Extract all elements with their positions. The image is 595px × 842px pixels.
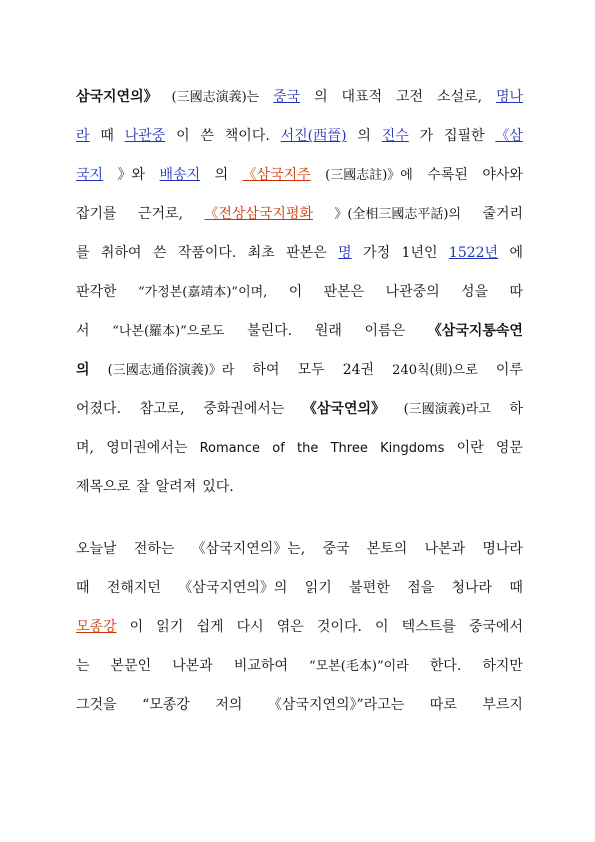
text-word: 읽기 <box>304 580 332 596</box>
paragraph-versions <box>76 530 523 725</box>
text-word: 의 <box>357 128 371 144</box>
text-word: “모본(毛本)”이라 <box>309 659 409 674</box>
text-word: 최초 <box>247 245 275 261</box>
text-word: 알려져 <box>155 479 197 495</box>
text-word: 쓴 <box>152 245 167 261</box>
text-word: the <box>297 441 319 456</box>
text-line <box>76 647 523 686</box>
text-word: 판본은 <box>323 284 365 300</box>
text-word: Kingdoms <box>380 441 445 456</box>
text-word: 24권 <box>342 362 375 378</box>
text-word: 수록된 <box>427 167 468 183</box>
hyperlink[interactable]: 모종강 <box>76 619 117 635</box>
text-word: 따로 <box>429 697 457 713</box>
hyperlink[interactable]: 배송지 <box>159 167 201 183</box>
text-word: 삼국지연의》 <box>76 89 158 105</box>
text-word: (三國志通俗演義)》라 <box>107 363 235 378</box>
text-word: 참고로, <box>139 401 185 417</box>
text-word: 본토의 <box>366 541 408 557</box>
text-word: 야사와 <box>482 167 523 183</box>
text-word: 어졌다. <box>76 401 122 417</box>
text-word: 때 <box>76 580 90 596</box>
hyperlink[interactable]: 중국 <box>273 89 301 105</box>
text-line <box>76 312 523 351</box>
text-word: Three <box>330 441 368 456</box>
text-word: 고전 <box>396 89 424 105</box>
text-word: 불린다. <box>247 323 293 339</box>
text-line <box>76 351 523 390</box>
text-word: 의 <box>214 167 229 183</box>
text-line <box>76 686 523 725</box>
text-word: 나본과 <box>172 658 213 674</box>
text-word: 때 <box>509 580 523 596</box>
text-word: 한다. <box>429 658 462 674</box>
text-word: 성을 <box>461 284 489 300</box>
text-word: 서 <box>76 323 90 339</box>
text-word: 모두 <box>297 362 325 378</box>
text-word: 있다. <box>202 479 234 495</box>
text-word: (三國演義)라고 <box>403 402 491 417</box>
text-word: 《삼국지통속연 <box>427 323 523 339</box>
text-word: 며, <box>76 440 94 456</box>
text-word: 판각한 <box>76 284 117 300</box>
hyperlink[interactable]: 《삼 <box>495 128 523 144</box>
text-word: 대표적 <box>341 89 383 105</box>
text-word: 부르지 <box>482 697 523 713</box>
text-word: (三國志演義)는 <box>171 90 260 105</box>
text-word: 명나라 <box>482 541 523 557</box>
text-line <box>76 234 523 273</box>
text-word: 소설로, <box>437 89 483 105</box>
text-word: 잡기를 <box>76 206 117 222</box>
hyperlink[interactable]: 명나 <box>495 89 523 105</box>
text-word: 하지만 <box>482 658 523 674</box>
text-word: 《삼국지연의》는, <box>191 541 306 557</box>
text-word: 의 <box>76 362 90 378</box>
hyperlink[interactable]: 《삼국지주 <box>242 167 311 183</box>
text-word: 이 <box>176 128 190 144</box>
hyperlink[interactable]: 1522년 <box>448 245 499 261</box>
text-word: 하여 <box>252 362 280 378</box>
text-word: 다시 <box>236 619 264 635</box>
text-word: 불편한 <box>349 580 390 596</box>
text-word: 》(全相三國志平話)의 <box>334 207 462 222</box>
text-word: 이 <box>129 619 144 635</box>
text-word: 영문 <box>495 440 523 456</box>
text-word: 전해지던 <box>106 580 161 596</box>
text-word: 전하는 <box>133 541 175 557</box>
text-word: 청나라 <box>451 580 493 596</box>
text-word: 오늘날 <box>76 541 117 557</box>
text-word: 것이다. <box>316 619 362 635</box>
text-word: 이루 <box>495 362 523 378</box>
hyperlink[interactable]: 명 <box>338 245 352 261</box>
text-word: 원래 <box>314 323 342 339</box>
text-word: 영미권에서는 <box>106 440 188 456</box>
text-word: 나관중의 <box>385 284 440 300</box>
text-word: 점을 <box>407 580 435 596</box>
text-word: 쉽게 <box>196 619 224 635</box>
text-word: 이름은 <box>364 323 406 339</box>
text-word: 》와 <box>117 167 146 183</box>
text-word: 저의 <box>215 697 243 713</box>
text-word: 하 <box>509 401 523 417</box>
text-word: 제목으로 <box>76 479 131 495</box>
text-line <box>76 117 523 156</box>
text-word: 책이다. <box>224 128 270 144</box>
text-word: 본문인 <box>110 658 152 674</box>
text-word: 《삼국연의》 <box>302 401 386 417</box>
text-word: 이 <box>375 619 389 635</box>
hyperlink[interactable]: 진수 <box>381 128 409 144</box>
text-word: “나본(羅本)”으로도 <box>112 324 225 339</box>
text-line <box>76 569 523 608</box>
text-word: 의 <box>314 89 328 105</box>
text-word: 중국에서 <box>468 619 523 635</box>
text-word: 작품이다. <box>177 245 237 261</box>
text-word: 이 <box>288 284 303 300</box>
text-word: “모종강 <box>142 697 190 713</box>
text-word: 줄거리 <box>482 206 523 222</box>
text-word: 를 <box>76 245 90 261</box>
hyperlink[interactable]: 국지 <box>76 167 104 183</box>
text-line <box>76 429 523 468</box>
text-word: 비교하여 <box>233 658 288 674</box>
text-word: 는 <box>76 658 90 674</box>
text-word: 중국 <box>322 541 350 557</box>
text-word: 240칙(則)으로 <box>392 363 478 378</box>
hyperlink[interactable]: 라 <box>76 128 90 144</box>
text-word: 취하여 <box>100 245 142 261</box>
text-word: of <box>272 441 285 456</box>
text-word: 《삼국지연의》”라고는 <box>267 697 405 713</box>
text-word: 텍스트를 <box>401 619 456 635</box>
text-word: 집필한 <box>443 128 485 144</box>
text-word: 1년인 <box>401 245 438 261</box>
text-word: 가 <box>419 128 434 144</box>
text-word: 《삼국지연의》의 <box>178 580 288 596</box>
text-line <box>76 273 523 312</box>
text-word: 이란 <box>456 440 484 456</box>
text-word: 잘 <box>136 479 150 495</box>
hyperlink[interactable]: 나관중 <box>124 128 166 144</box>
hyperlink[interactable]: 《전상삼국지평화 <box>204 206 313 222</box>
text-word: 에 <box>509 245 523 261</box>
text-line <box>76 390 523 429</box>
text-word: 중화권에서는 <box>203 401 285 417</box>
text-word: 판본은 <box>286 245 327 261</box>
text-line <box>76 468 523 507</box>
text-word: “가정본(嘉靖本)”이며, <box>137 285 268 300</box>
text-line <box>76 156 523 195</box>
hyperlink[interactable]: 서진(西晉) <box>280 128 347 144</box>
text-word: 그것을 <box>76 697 117 713</box>
text-word: 근거로, <box>137 206 183 222</box>
text-word: 엮은 <box>276 619 304 635</box>
text-word: 가정 <box>363 245 391 261</box>
text-word: 쓴 <box>200 128 214 144</box>
text-word: 나본과 <box>424 541 466 557</box>
text-line <box>76 530 523 569</box>
text-line <box>76 78 523 117</box>
text-word: (三國志註)》에 <box>325 168 413 183</box>
paragraph-intro <box>76 78 523 507</box>
text-word: Romance <box>199 441 261 456</box>
text-line <box>76 608 523 647</box>
text-word: 때 <box>100 128 114 144</box>
text-line <box>76 195 523 234</box>
text-word: 읽기 <box>156 619 184 635</box>
text-word: 따 <box>509 284 523 300</box>
